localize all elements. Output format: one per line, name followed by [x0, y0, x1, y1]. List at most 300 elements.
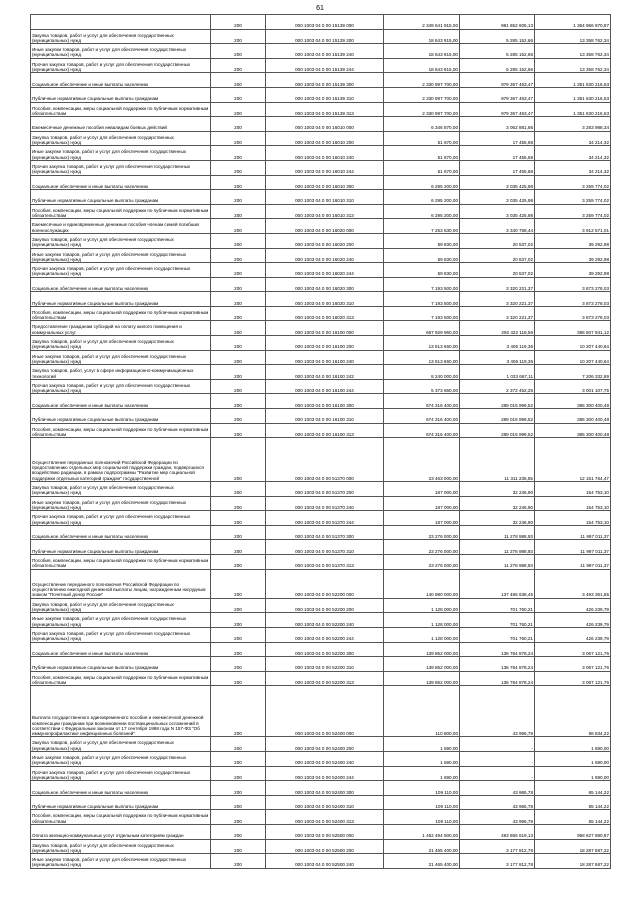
table-row: [31, 44, 611, 59]
budget-item-name: Прочая закупка товаров, работ и услуг для обеспечения государственных (муниципальных) нужд: [31, 263, 211, 278]
table-row: [31, 569, 611, 598]
admin-code: 200: [211, 409, 266, 424]
unexecuted-amount: 34 214,32: [535, 131, 611, 146]
budget-classification-code: 000 1003 04 0 00 16100 313: [266, 423, 384, 438]
admin-code: 200: [211, 190, 266, 205]
approved-amount: 109 110,00: [384, 781, 460, 796]
unexecuted-amount: 13 358 762,34: [535, 58, 611, 73]
executed-amount: 289 015 999,52: [460, 423, 535, 438]
budget-classification-code: 000 1003 04 0 00 52400 000: [266, 686, 384, 737]
admin-code: 200: [211, 657, 266, 672]
unexecuted-amount: 10 207 440,64: [535, 336, 611, 351]
approved-amount: 187 000,00: [384, 496, 460, 511]
budget-item-name: Оплата жилищно-коммунальных услуг отдельным категориям граждан: [31, 824, 211, 839]
budget-classification-code: 000 1003 04 0 00 16100 200: [266, 336, 384, 351]
budget-item-name: Публичные нормативные социальные выплаты гражданам: [31, 657, 211, 672]
budget-item-name: Закупка товаров, работ и услуг для обеспечения государственных (муниципальных) нужд: [31, 737, 211, 752]
approved-amount: 2 330 997 700,00: [384, 102, 460, 117]
budget-classification-code: 000 1003 04 0 00 52200 313: [266, 671, 384, 686]
budget-classification-code: 000 1003 04 0 00 16020 313: [266, 306, 384, 321]
table-row: [31, 87, 611, 102]
admin-code: 200: [211, 569, 266, 598]
unexecuted-amount: 3 001 107,75: [535, 379, 611, 394]
unexecuted-amount: 11 997 011,37: [535, 554, 611, 569]
executed-amount: 3 035 425,98: [460, 204, 535, 219]
budget-item-name: Ежемесячные денежные пособия инвалидам боевых действий: [31, 117, 211, 132]
budget-classification-code: 000 1003 04 0 00 16020 240: [266, 248, 384, 263]
table-row: [31, 292, 611, 307]
unexecuted-amount: 34 214,32: [535, 146, 611, 161]
admin-code: 200: [211, 58, 266, 73]
budget-classification-code: 000 1003 04 0 00 16020 244: [266, 263, 384, 278]
table-row: [31, 321, 611, 336]
unexecuted-amount: 13 358 762,34: [535, 29, 611, 44]
unexecuted-amount: 13 358 762,34: [535, 44, 611, 59]
unexecuted-amount: 34 214,32: [535, 160, 611, 175]
budget-item-name: Иные закупки товаров, работ и услуг для обеспечения государственных (муниципальных) нужд: [31, 752, 211, 767]
approved-amount: 1 128 000,00: [384, 627, 460, 642]
admin-code: 200: [211, 117, 266, 132]
approved-amount: 13 613 660,00: [384, 336, 460, 351]
unexecuted-amount: 3 067 121,76: [535, 657, 611, 672]
admin-code: 200: [211, 554, 266, 569]
unexecuted-amount: 426 239,79: [535, 598, 611, 613]
approved-amount: 2 330 997 700,00: [384, 73, 460, 88]
approved-amount: 1 128 000,00: [384, 598, 460, 613]
unexecuted-amount: 3 493 361,55: [535, 569, 611, 598]
budget-classification-code: 000 1003 04 0 00 16020 200: [266, 233, 384, 248]
executed-amount: 979 367 463,47: [460, 73, 535, 88]
budget-item-name: Пособия, компенсации, меры социальной поддержки по публичным нормативным обязательствам: [31, 671, 211, 686]
table-row: [31, 554, 611, 569]
admin-code: 200: [211, 642, 266, 657]
admin-code: 200: [211, 146, 266, 161]
executed-amount: 3 340 758,44: [460, 219, 535, 234]
table-row: [31, 540, 611, 555]
unexecuted-amount: 39 292,98: [535, 248, 611, 263]
admin-code: 200: [211, 306, 266, 321]
unexecuted-amount: 1 364 966 970,87: [535, 15, 611, 30]
table-row: [31, 365, 611, 380]
unexecuted-amount: 11 997 011,37: [535, 540, 611, 555]
admin-code: 200: [211, 15, 266, 30]
budget-item-name: Иные закупки товаров, работ и услуг для обеспечения государственных (муниципальных) нужд: [31, 613, 211, 628]
budget-item-name: Иные закупки товаров, работ и услуг для обеспечения государственных (муниципальных) нужд: [31, 44, 211, 59]
unexecuted-amount: 3 067 121,76: [535, 671, 611, 686]
table-row: [31, 810, 611, 825]
admin-code: 200: [211, 795, 266, 810]
table-row: [31, 657, 611, 672]
budget-item-name: Осуществление переданного полномочия Российской Федерации по осуществлению ежегодной денежной выплаты лицам, награжденным нагрудным знаком "Почетный донор России": [31, 569, 211, 598]
unexecuted-amount: 1 690,00: [535, 766, 611, 781]
admin-code: 200: [211, 87, 266, 102]
table-row: [31, 263, 611, 278]
approved-amount: 23 463 000,00: [384, 438, 460, 482]
budget-item-name: Прочая закупка товаров, работ и услуг для обеспечения государственных (муниципальных) нужд: [31, 627, 211, 642]
budget-classification-code: 000 1003 04 0 00 16100 244: [266, 379, 384, 394]
admin-code: 200: [211, 350, 266, 365]
budget-execution-table: [30, 14, 611, 869]
budget-classification-code: 000 1003 04 0 00 52200 300: [266, 642, 384, 657]
admin-code: 200: [211, 752, 266, 767]
budget-item-name: Закупка товаров, работ и услуг для обеспечения государственных (муниципальных) нужд: [31, 482, 211, 497]
unexecuted-amount: 958 627 880,87: [535, 824, 611, 839]
executed-amount: 43 965,78: [460, 781, 535, 796]
budget-item-name: Иные закупки товаров, работ и услуг для обеспечения государственных (муниципальных) нужд: [31, 854, 211, 869]
budget-item-name: Иные закупки товаров, работ и услуг для обеспечения государственных (муниципальных) нужд: [31, 496, 211, 511]
table-row: [31, 336, 611, 351]
admin-code: 200: [211, 686, 266, 737]
approved-amount: 23 276 000,00: [384, 525, 460, 540]
table-row: [31, 854, 611, 869]
budget-classification-code: 000 1003 04 0 00 51370 244: [266, 511, 384, 526]
unexecuted-amount: 3 873 278,03: [535, 292, 611, 307]
table-row: [31, 102, 611, 117]
admin-code: 200: [211, 598, 266, 613]
budget-classification-code: 000 1003 04 0 00 16100 000: [266, 321, 384, 336]
approved-amount: 139 852 000,00: [384, 642, 460, 657]
table-row: [31, 686, 611, 737]
executed-amount: 979 367 463,47: [460, 102, 535, 117]
approved-amount: 139 852 000,00: [384, 657, 460, 672]
approved-amount: 51 670,00: [384, 131, 460, 146]
executed-amount: 2 372 452,25: [460, 379, 535, 394]
table-row: [31, 379, 611, 394]
budget-classification-code: 000 1003 04 0 00 15139 000: [266, 15, 384, 30]
budget-item-name: Социальное обеспечение и иные выплаты населению: [31, 642, 211, 657]
approved-amount: 23 276 000,00: [384, 554, 460, 569]
budget-item-name: Социальное обеспечение и иные выплаты населению: [31, 394, 211, 409]
approved-amount: 6 295 200,00: [384, 190, 460, 205]
budget-classification-code: 000 1003 04 0 00 16100 240: [266, 350, 384, 365]
table-body: [31, 15, 611, 869]
budget-item-name: Пособия, компенсации, меры социальной поддержки по публичным нормативным обязательствам: [31, 306, 211, 321]
table-row: [31, 146, 611, 161]
budget-classification-code: 000 1003 04 0 00 16010 000: [266, 117, 384, 132]
approved-amount: 187 000,00: [384, 482, 460, 497]
table-row: [31, 824, 611, 839]
unexecuted-amount: 7 206 332,89: [535, 365, 611, 380]
executed-amount: 136 784 878,24: [460, 657, 535, 672]
approved-amount: 13 613 660,00: [384, 350, 460, 365]
executed-amount: 3 406 119,36: [460, 350, 535, 365]
executed-amount: -: [460, 752, 535, 767]
budget-classification-code: 000 1003 04 0 00 52400 300: [266, 781, 384, 796]
approved-amount: 6 295 200,00: [384, 204, 460, 219]
table-row: [31, 627, 611, 642]
admin-code: 200: [211, 737, 266, 752]
table-row: [31, 511, 611, 526]
approved-amount: 109 110,00: [384, 810, 460, 825]
approved-amount: 59 830,00: [384, 233, 460, 248]
admin-code: 200: [211, 233, 266, 248]
budget-classification-code: 000 1003 04 0 00 16010 300: [266, 175, 384, 190]
budget-classification-code: 000 1003 04 0 00 52400 313: [266, 810, 384, 825]
budget-item-name: Социальное обеспечение и иные выплаты населению: [31, 781, 211, 796]
budget-classification-code: 000 1003 04 0 00 52200 310: [266, 657, 384, 672]
table-row: [31, 29, 611, 44]
table-row: [31, 642, 611, 657]
page-number: 61: [316, 5, 324, 12]
budget-classification-code: 000 1003 04 0 00 15139 244: [266, 58, 384, 73]
approved-amount: 2 349 641 915,00: [384, 15, 460, 30]
table-row: [31, 58, 611, 73]
budget-item-name: Закупка товаров, работ, услуг в сфере информационно-коммуникационных технологий: [31, 365, 211, 380]
budget-classification-code: 000 1003 04 0 00 51370 000: [266, 438, 384, 482]
table-row: [31, 496, 611, 511]
budget-classification-code: 000 1003 04 0 00 52400 200: [266, 737, 384, 752]
table-row: [31, 737, 611, 752]
executed-amount: 32 246,90: [460, 496, 535, 511]
budget-classification-code: 000 1003 04 0 00 52400 240: [266, 752, 384, 767]
budget-item-name: Закупка товаров, работ и услуг для обеспечения государственных (муниципальных) нужд: [31, 839, 211, 854]
executed-amount: 3 177 812,78: [460, 854, 535, 869]
table-row: [31, 839, 611, 854]
unexecuted-amount: 1 690,00: [535, 752, 611, 767]
table-row: [31, 73, 611, 88]
approved-amount: 1 452 494 500,00: [384, 824, 460, 839]
budget-classification-code: 000 1003 04 0 00 15139 200: [266, 29, 384, 44]
executed-amount: 43 965,78: [460, 810, 535, 825]
budget-classification-code: 000 1003 04 0 00 15139 300: [266, 73, 384, 88]
budget-item-name: Пособия, компенсации, меры социальной поддержки по публичным нормативным обязательствам: [31, 554, 211, 569]
unexecuted-amount: 10 207 440,64: [535, 350, 611, 365]
budget-classification-code: 000 1003 04 0 00 16010 313: [266, 204, 384, 219]
budget-item-name: Прочая закупка товаров, работ и услуг для обеспечения государственных (муниципальных) нужд: [31, 379, 211, 394]
budget-item-name: Публичные нормативные социальные выплаты гражданам: [31, 292, 211, 307]
admin-code: 200: [211, 321, 266, 336]
unexecuted-amount: 1 351 630 216,53: [535, 73, 611, 88]
approved-amount: 674 316 400,00: [384, 409, 460, 424]
executed-amount: 3 035 425,98: [460, 190, 535, 205]
table-row: [31, 15, 611, 30]
budget-item-name: Иные закупки товаров, работ и услуг для обеспечения государственных (муниципальных) нужд: [31, 248, 211, 263]
executed-amount: 32 246,90: [460, 482, 535, 497]
table-row: [31, 671, 611, 686]
table-row: [31, 204, 611, 219]
budget-classification-code: 000 1003 04 0 00 16100 300: [266, 394, 384, 409]
budget-classification-code: 000 1003 04 0 00 15139 313: [266, 102, 384, 117]
executed-amount: 3 062 881,66: [460, 117, 535, 132]
budget-item-name: Пособия, компенсации, меры социальной поддержки по публичным нормативным обязательствам: [31, 810, 211, 825]
admin-code: 200: [211, 102, 266, 117]
executed-amount: 11 278 988,93: [460, 554, 535, 569]
budget-item-name: Социальное обеспечение и иные выплаты населению: [31, 525, 211, 540]
unexecuted-amount: 1 351 630 216,53: [535, 87, 611, 102]
admin-code: 200: [211, 839, 266, 854]
admin-code: 200: [211, 482, 266, 497]
table-row: [31, 131, 611, 146]
approved-amount: 1 690,00: [384, 766, 460, 781]
approved-amount: 187 000,00: [384, 511, 460, 526]
budget-classification-code: 000 1003 04 0 00 16010 240: [266, 146, 384, 161]
unexecuted-amount: 385 300 400,48: [535, 394, 611, 409]
unexecuted-amount: 1 351 630 216,53: [535, 102, 611, 117]
admin-code: 200: [211, 44, 266, 59]
admin-code: 200: [211, 365, 266, 380]
unexecuted-amount: 65 144,22: [535, 810, 611, 825]
executed-amount: 3 177 812,78: [460, 839, 535, 854]
budget-classification-code: 000 1003 04 0 00 16010 244: [266, 160, 384, 175]
admin-code: 200: [211, 511, 266, 526]
approved-amount: 139 852 000,00: [384, 671, 460, 686]
admin-code: 200: [211, 263, 266, 278]
unexecuted-amount: 426 239,79: [535, 613, 611, 628]
unexecuted-amount: 385 300 400,48: [535, 409, 611, 424]
admin-code: 200: [211, 671, 266, 686]
budget-item-name: [31, 15, 211, 30]
budget-item-name: Публичные нормативные социальные выплаты гражданам: [31, 190, 211, 205]
budget-item-name: Закупка товаров, работ и услуг для обеспечения государственных (муниципальных) нужд: [31, 336, 211, 351]
budget-item-name: Пособия, компенсации, меры социальной поддержки по публичным нормативным обязательствам: [31, 423, 211, 438]
executed-amount: 979 367 463,47: [460, 87, 535, 102]
unexecuted-amount: 154 753,10: [535, 482, 611, 497]
admin-code: 200: [211, 613, 266, 628]
approved-amount: 18 643 915,00: [384, 29, 460, 44]
admin-code: 200: [211, 160, 266, 175]
table-row: [31, 248, 611, 263]
table-row: [31, 190, 611, 205]
budget-item-name: Публичные нормативные социальные выплаты гражданам: [31, 409, 211, 424]
approved-amount: 674 316 400,00: [384, 394, 460, 409]
admin-code: 200: [211, 766, 266, 781]
approved-amount: 51 670,00: [384, 160, 460, 175]
unexecuted-amount: 39 292,98: [535, 233, 611, 248]
budget-classification-code: 000 1003 04 0 00 52200 000: [266, 569, 384, 598]
unexecuted-amount: 3 912 571,01: [535, 219, 611, 234]
admin-code: 200: [211, 438, 266, 482]
budget-classification-code: 000 1003 04 0 00 16100 310: [266, 409, 384, 424]
table-row: [31, 766, 611, 781]
executed-amount: 701 760,21: [460, 598, 535, 613]
unexecuted-amount: 18 287 587,22: [535, 854, 611, 869]
admin-code: 200: [211, 810, 266, 825]
admin-code: 200: [211, 29, 266, 44]
budget-item-name: Предоставление гражданам субсидий на оплату жилого помещения и коммунальных услуг: [31, 321, 211, 336]
budget-classification-code: 000 1003 04 0 00 52500 000: [266, 824, 384, 839]
executed-amount: 11 278 988,93: [460, 525, 535, 540]
budget-classification-code: 000 1003 04 0 00 51370 300: [266, 525, 384, 540]
executed-amount: 292 422 118,56: [460, 321, 535, 336]
budget-item-name: Закупка товаров, работ и услуг для обеспечения государственных (муниципальных) нужд: [31, 233, 211, 248]
unexecuted-amount: 65 144,22: [535, 781, 611, 796]
budget-classification-code: 000 1003 04 0 00 51370 240: [266, 496, 384, 511]
approved-amount: 7 253 530,00: [384, 219, 460, 234]
budget-classification-code: 000 1003 04 0 00 15139 310: [266, 87, 384, 102]
executed-amount: 1 033 667,11: [460, 365, 535, 380]
admin-code: 200: [211, 204, 266, 219]
approved-amount: 6 295 200,00: [384, 175, 460, 190]
budget-item-name: Ежемесячные и единовременные денежные пособия членам семей погибших военнослужащих: [31, 219, 211, 234]
executed-amount: 17 455,68: [460, 131, 535, 146]
approved-amount: 110 800,00: [384, 686, 460, 737]
approved-amount: 18 643 915,00: [384, 58, 460, 73]
budget-classification-code: 000 1003 04 0 00 51370 313: [266, 554, 384, 569]
executed-amount: 701 760,21: [460, 627, 535, 642]
executed-amount: 289 015 999,52: [460, 394, 535, 409]
executed-amount: 3 035 425,98: [460, 175, 535, 190]
budget-classification-code: 000 1003 04 0 00 16020 310: [266, 292, 384, 307]
admin-code: 200: [211, 824, 266, 839]
admin-code: 200: [211, 219, 266, 234]
admin-code: 200: [211, 248, 266, 263]
table-row: [31, 160, 611, 175]
admin-code: 200: [211, 277, 266, 292]
executed-amount: 3 406 119,36: [460, 336, 535, 351]
admin-code: 200: [211, 292, 266, 307]
admin-code: 200: [211, 394, 266, 409]
budget-item-name: Закупка товаров, работ и услуг для обеспечения государственных (муниципальных) нужд: [31, 131, 211, 146]
budget-item-name: Пособия, компенсации, меры социальной поддержки по публичным нормативным обязательствам: [31, 102, 211, 117]
unexecuted-amount: 66 834,22: [535, 686, 611, 737]
budget-classification-code: 000 1003 04 0 00 52200 200: [266, 598, 384, 613]
table-row: [31, 423, 611, 438]
executed-amount: 20 537,02: [460, 263, 535, 278]
unexecuted-amount: 154 753,10: [535, 511, 611, 526]
approved-amount: 7 193 500,00: [384, 306, 460, 321]
approved-amount: 59 830,00: [384, 263, 460, 278]
unexecuted-amount: 385 300 400,48: [535, 423, 611, 438]
budget-item-name: Иные закупки товаров, работ и услуг для обеспечения государственных (муниципальных) нужд: [31, 350, 211, 365]
unexecuted-amount: 12 151 764,47: [535, 438, 611, 482]
approved-amount: 1 690,00: [384, 752, 460, 767]
approved-amount: 21 465 400,00: [384, 839, 460, 854]
table-row: [31, 598, 611, 613]
admin-code: 200: [211, 379, 266, 394]
admin-code: 200: [211, 540, 266, 555]
unexecuted-amount: 11 997 011,37: [535, 525, 611, 540]
executed-amount: 136 784 878,24: [460, 671, 535, 686]
executed-amount: 5 285 152,66: [460, 58, 535, 73]
admin-code: 200: [211, 496, 266, 511]
approved-amount: 109 110,00: [384, 795, 460, 810]
budget-classification-code: 000 1003 04 0 00 51370 310: [266, 540, 384, 555]
table-row: [31, 233, 611, 248]
unexecuted-amount: 3 259 774,02: [535, 204, 611, 219]
budget-classification-code: 000 1003 04 0 00 52200 240: [266, 613, 384, 628]
unexecuted-amount: 3 259 774,02: [535, 175, 611, 190]
executed-amount: 32 246,90: [460, 511, 535, 526]
executed-amount: 701 760,21: [460, 613, 535, 628]
approved-amount: 667 929 960,00: [384, 321, 460, 336]
approved-amount: 5 373 660,00: [384, 379, 460, 394]
budget-classification-code: 000 1003 04 0 00 51370 200: [266, 482, 384, 497]
executed-amount: 43 965,78: [460, 686, 535, 737]
executed-amount: 981 652 605,13: [460, 15, 535, 30]
executed-amount: 3 320 221,37: [460, 292, 535, 307]
admin-code: 200: [211, 525, 266, 540]
executed-amount: 137 486 638,45: [460, 569, 535, 598]
table-row: [31, 219, 611, 234]
executed-amount: 11 311 235,55: [460, 438, 535, 482]
budget-classification-code: 000 1003 04 0 00 52400 310: [266, 795, 384, 810]
budget-classification-code: 000 1003 04 0 00 16020 300: [266, 277, 384, 292]
budget-classification-code: 000 1003 04 0 00 16100 242: [266, 365, 384, 380]
budget-item-name: Выплата государственного единовременного пособия и ежемесячной денежной компенсации гражданам при возникновении поствакцинальных осложнений в соответствии с Федеральным законом от 17 сентября 1998 года N 157-ФЗ "Об иммунопрофилактике инфекционных болезней": [31, 686, 211, 737]
unexecuted-amount: 65 144,22: [535, 795, 611, 810]
table-row: [31, 117, 611, 132]
unexecuted-amount: 3 283 988,34: [535, 117, 611, 132]
admin-code: 200: [211, 781, 266, 796]
budget-classification-code: 000 1003 04 0 00 16010 310: [266, 190, 384, 205]
unexecuted-amount: 18 287 587,22: [535, 839, 611, 854]
executed-amount: 493 866 619,13: [460, 824, 535, 839]
approved-amount: 23 276 000,00: [384, 540, 460, 555]
approved-amount: 6 346 870,00: [384, 117, 460, 132]
budget-classification-code: 000 1003 04 0 00 52400 244: [266, 766, 384, 781]
budget-classification-code: 000 1003 04 0 00 16010 200: [266, 131, 384, 146]
table-row: [31, 525, 611, 540]
